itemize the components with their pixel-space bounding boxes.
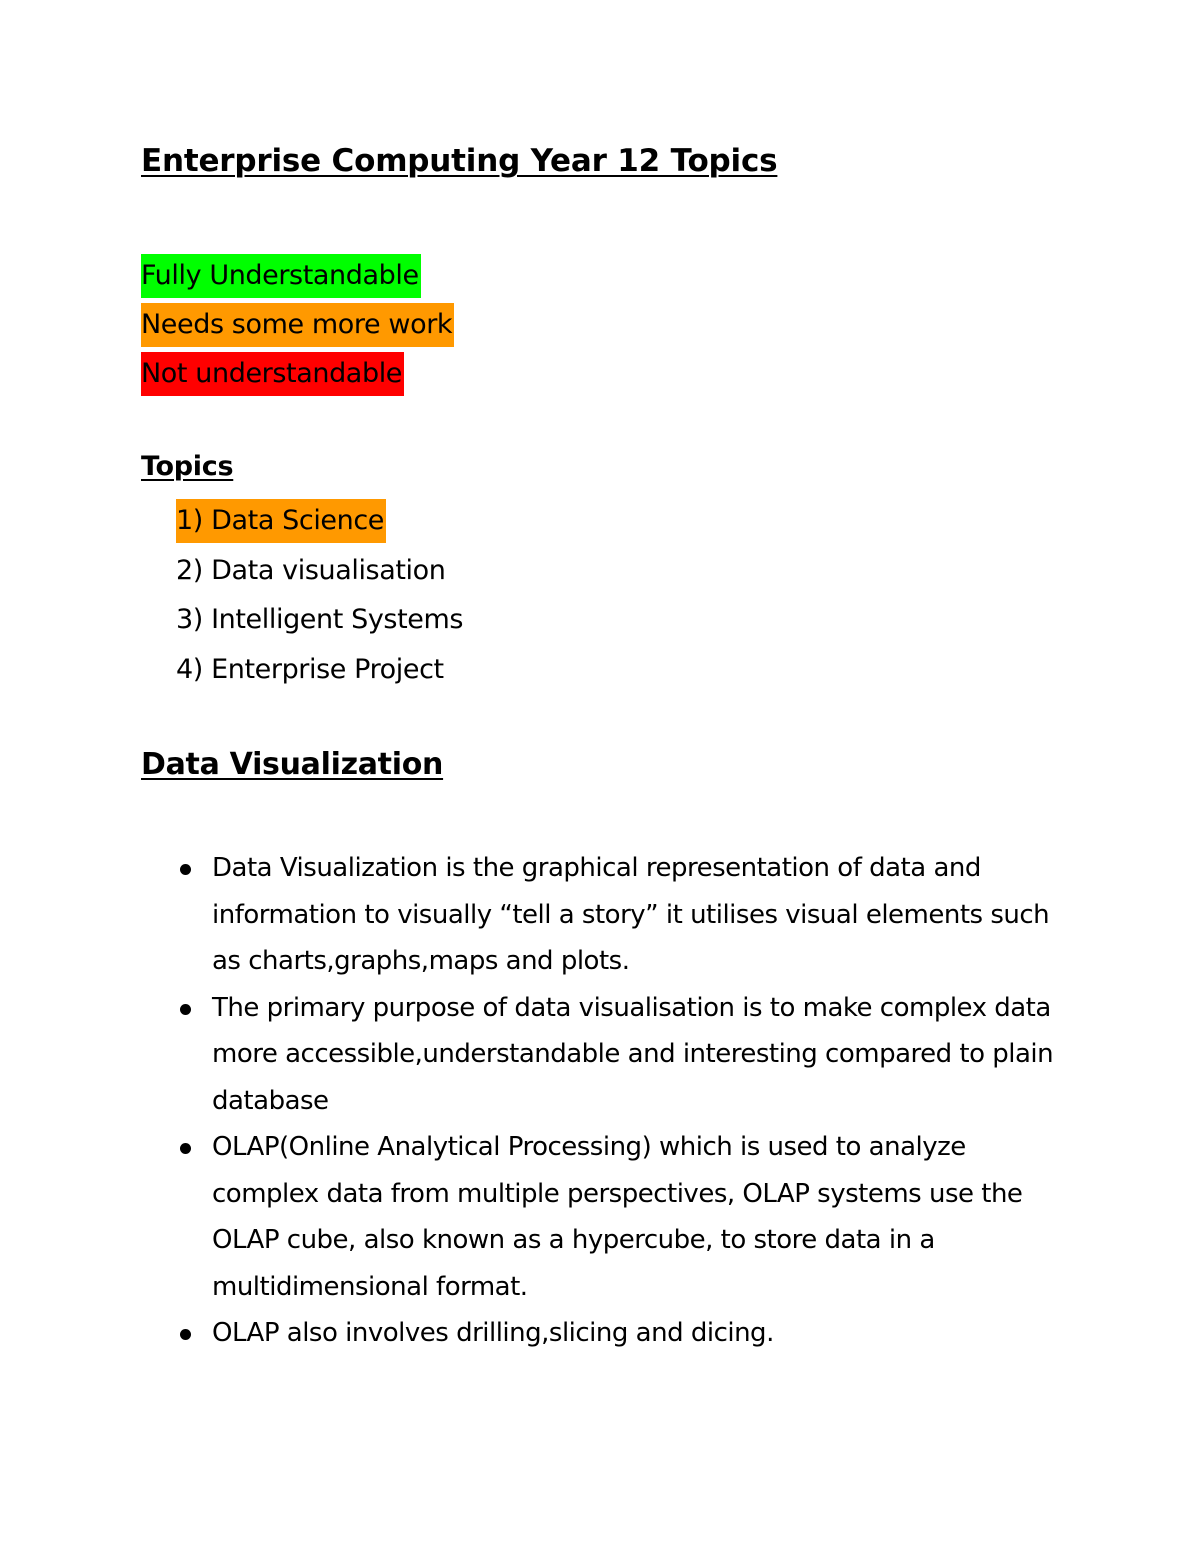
topic-label: 3) Intelligent Systems: [176, 604, 464, 635]
topic-item-data-science: [176, 496, 465, 546]
bullet-dot-icon: [180, 1329, 191, 1340]
legend-item-needs-work: [141, 300, 454, 349]
topics-list: [176, 496, 465, 694]
topic-item-data-visualisation: [176, 546, 465, 596]
bullet-text: The primary purpose of data visualisation is to make complex data more accessible,understandable and interesting compared to plain database: [212, 992, 1054, 1116]
legend-label: Not understandable: [141, 352, 404, 396]
bullet-text: OLAP(Online Analytical Processing) which is used to analyze complex data from multiple perspectives, OLAP systems use the OLAP cube, also known as a hypercube, to store data in a multidimensional format.: [212, 1132, 1023, 1302]
bullet-dot-icon: [180, 1143, 191, 1154]
legend-label: Fully Understandable: [141, 254, 421, 298]
data-visualization-bullets: [176, 845, 1056, 1357]
topic-label: 2) Data visualisation: [176, 554, 446, 586]
bullet-text: Data Visualization is the graphical representation of data and information to visually “tell a story” it utilises visual elements such as charts,graphs,maps and plots.: [212, 853, 1050, 976]
topics-heading: Topics: [141, 451, 234, 482]
legend-item-fully-understandable: [141, 251, 454, 300]
document-title: Enterprise Computing Year 12 Topics: [141, 143, 778, 179]
bullet-dot-icon: [180, 1004, 191, 1015]
bullet-item: [176, 1124, 1056, 1310]
topic-label: 1) Data Science: [176, 499, 386, 543]
legend-label: Needs some more work: [141, 303, 454, 347]
bullet-dot-icon: [180, 864, 191, 875]
legend-item-not-understandable: [141, 349, 454, 398]
bullet-text: OLAP also involves drilling,slicing and dicing.: [212, 1318, 774, 1348]
topic-item-intelligent-systems: [176, 595, 465, 645]
bullet-item: [176, 845, 1056, 985]
data-visualization-heading: Data Visualization: [141, 747, 444, 782]
topic-item-enterprise-project: [176, 645, 465, 695]
legend: [141, 251, 454, 398]
bullet-item: [176, 985, 1056, 1125]
bullet-item: [176, 1310, 1056, 1357]
topic-label: 4) Enterprise Project: [176, 653, 444, 685]
